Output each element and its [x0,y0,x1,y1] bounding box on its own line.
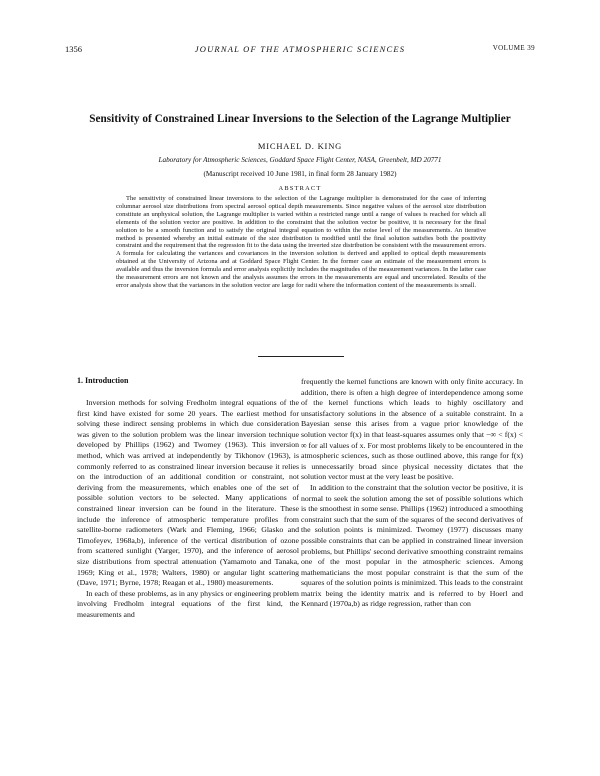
author-name: MICHAEL D. KING [257,141,343,151]
abstract-text: The sensitivity of constrained linear inversions to the selection of the Lagrange multiplier is demonstrated for the case of inferring columnar aerosol size distributions from spectral aerosol optical depth measurements. Since negative values of the aerosol size distribution constitute an unphysical solution, the Lagrange multiplier is varied within a restricted range until a range of values is reached for which all elements of the solution vector are positive. In addition to the constraint that the solution vector be positive, it is necessary for the final solution to be a smooth function and to satisfy the original integral equation to within the noise level of the measurements. An iterative method is presented whereby an initial estimate of the size distribution is modified until the final solution satisfies both the positivity constraint and the requirement that the regression fit to the data using the inverted size distribution be consistent with the measurement errors. A formula for calculating the variances and covariances in the inversion solution is derived and applied to optical depth measurements obtained at the University of Arizona and at Goddard Space Flight Center. In the former case an estimate of the measurement errors is available and thus the inversion formula and error analysis explicitly includes the magnitudes of the measurement variances. In the latter case the measurement errors are not known and the analysis assumes the errors in the measurements are equal and uncorrelated. Results of the error analysis show that the variances in the solution vector are large for radii where the information content of the measurements is small. [116,195,486,289]
section-heading-introduction: 1. Introduction [77,376,129,385]
volume-number: VOLUME 39 [492,44,535,52]
intro-paragraph-1: Inversion methods for solving Fredholm integral equations of the first kind have existed for some 20 years. The earliest method for solving these indirect sensing problems in which due consideration was given to the solution problem was the linear inversion technique developed by Phillips (1962) and Twomey (1963). This inversion method, which was arrived at independently by Tikhonov (1963), is commonly referred to as constrained linear inversion because it relies on the introduction of an additional condition or constraint, not deriving from the measurements, which enables one of the set of possible solution vectors to be selected. Many applications of constrained linear inversion can be found in the literature. These include the inference of atmospheric temperature profiles from satellite-borne radiometers (Wark and Fleming, 1966; Glasko and Timofeyev, 1968a,b), inference of the vertical distribution of ozone from scattered sunlight (Yarger, 1970), and the inference of aerosol size distributions from spectral attenuation (Yamamoto and Tanaka, 1969; King et al., 1978; Walters, 1980) or angular light scattering (Dave, 1971; Byrne, 1978; Reagan et al., 1980) measurements. [77,398,299,588]
author-affiliation: Laboratory for Atmospheric Sciences, Goddard Space Flight Center, NASA, Greenbelt, MD 20771 [158,156,442,164]
manuscript-dates: (Manuscript received 10 June 1981, in final form 28 January 1982) [203,170,397,178]
right-column [301,377,523,610]
intro-paragraph-2: In each of these problems, as in any physics or engineering problem involving Fredholm integral equations of the first kind, the measurements and [77,588,299,619]
journal-name: JOURNAL OF THE ATMOSPHERIC SCIENCES [194,44,406,54]
right-paragraph-1: frequently the kernel functions are known with only finite accuracy. In addition, there is often a high degree of interdependence among some of the kernel functions which leads to highly oscillatory and unsatisfactory solutions in the absence of a suitable constraint. In a Bayesian sense this arises from a vague prior knowledge of the solution vector f(x) in that least-squares assumes only that −∞ < f(x) < ∞ for all values of x. For most problems likely to be encountered in the atmospheric sciences, such as those outlined above, this range for f(x) is unnecessarily broad since physical necessity dictates that the solution vector must at the very least be positive. [301,377,523,482]
running-head [65,44,535,56]
right-paragraph-2: In addition to the constraint that the solution vector be positive, it is normal to seek the solution among the set of possible solutions which is the smoothest in some sense. Phillips (1962) introduced a smoothing constraint such that the sum of the squares of the second derivatives of the solution points is minimized. Twomey (1977) discusses many possible constraints that can be applied in constrained linear inversion problems, but Phillips' second derivative smoothing constraint remains one of the most popular in the atmospheric sciences. Among mathematicians the most popular constraint is that the sum of the squares of the solution points is minimized. This leads to the constraint matrix being the identity matrix and is referred to by Hoerl and Kennard (1970a,b) as ridge regression, rather than con [301,482,523,609]
abstract-heading: ABSTRACT [278,185,322,192]
left-column [77,376,299,620]
article-title: Sensitivity of Constrained Linear Inversions to the Selection of the Lagrange Multiplier [89,113,511,125]
page-number: 1356 [65,44,82,54]
section-divider [258,356,344,357]
